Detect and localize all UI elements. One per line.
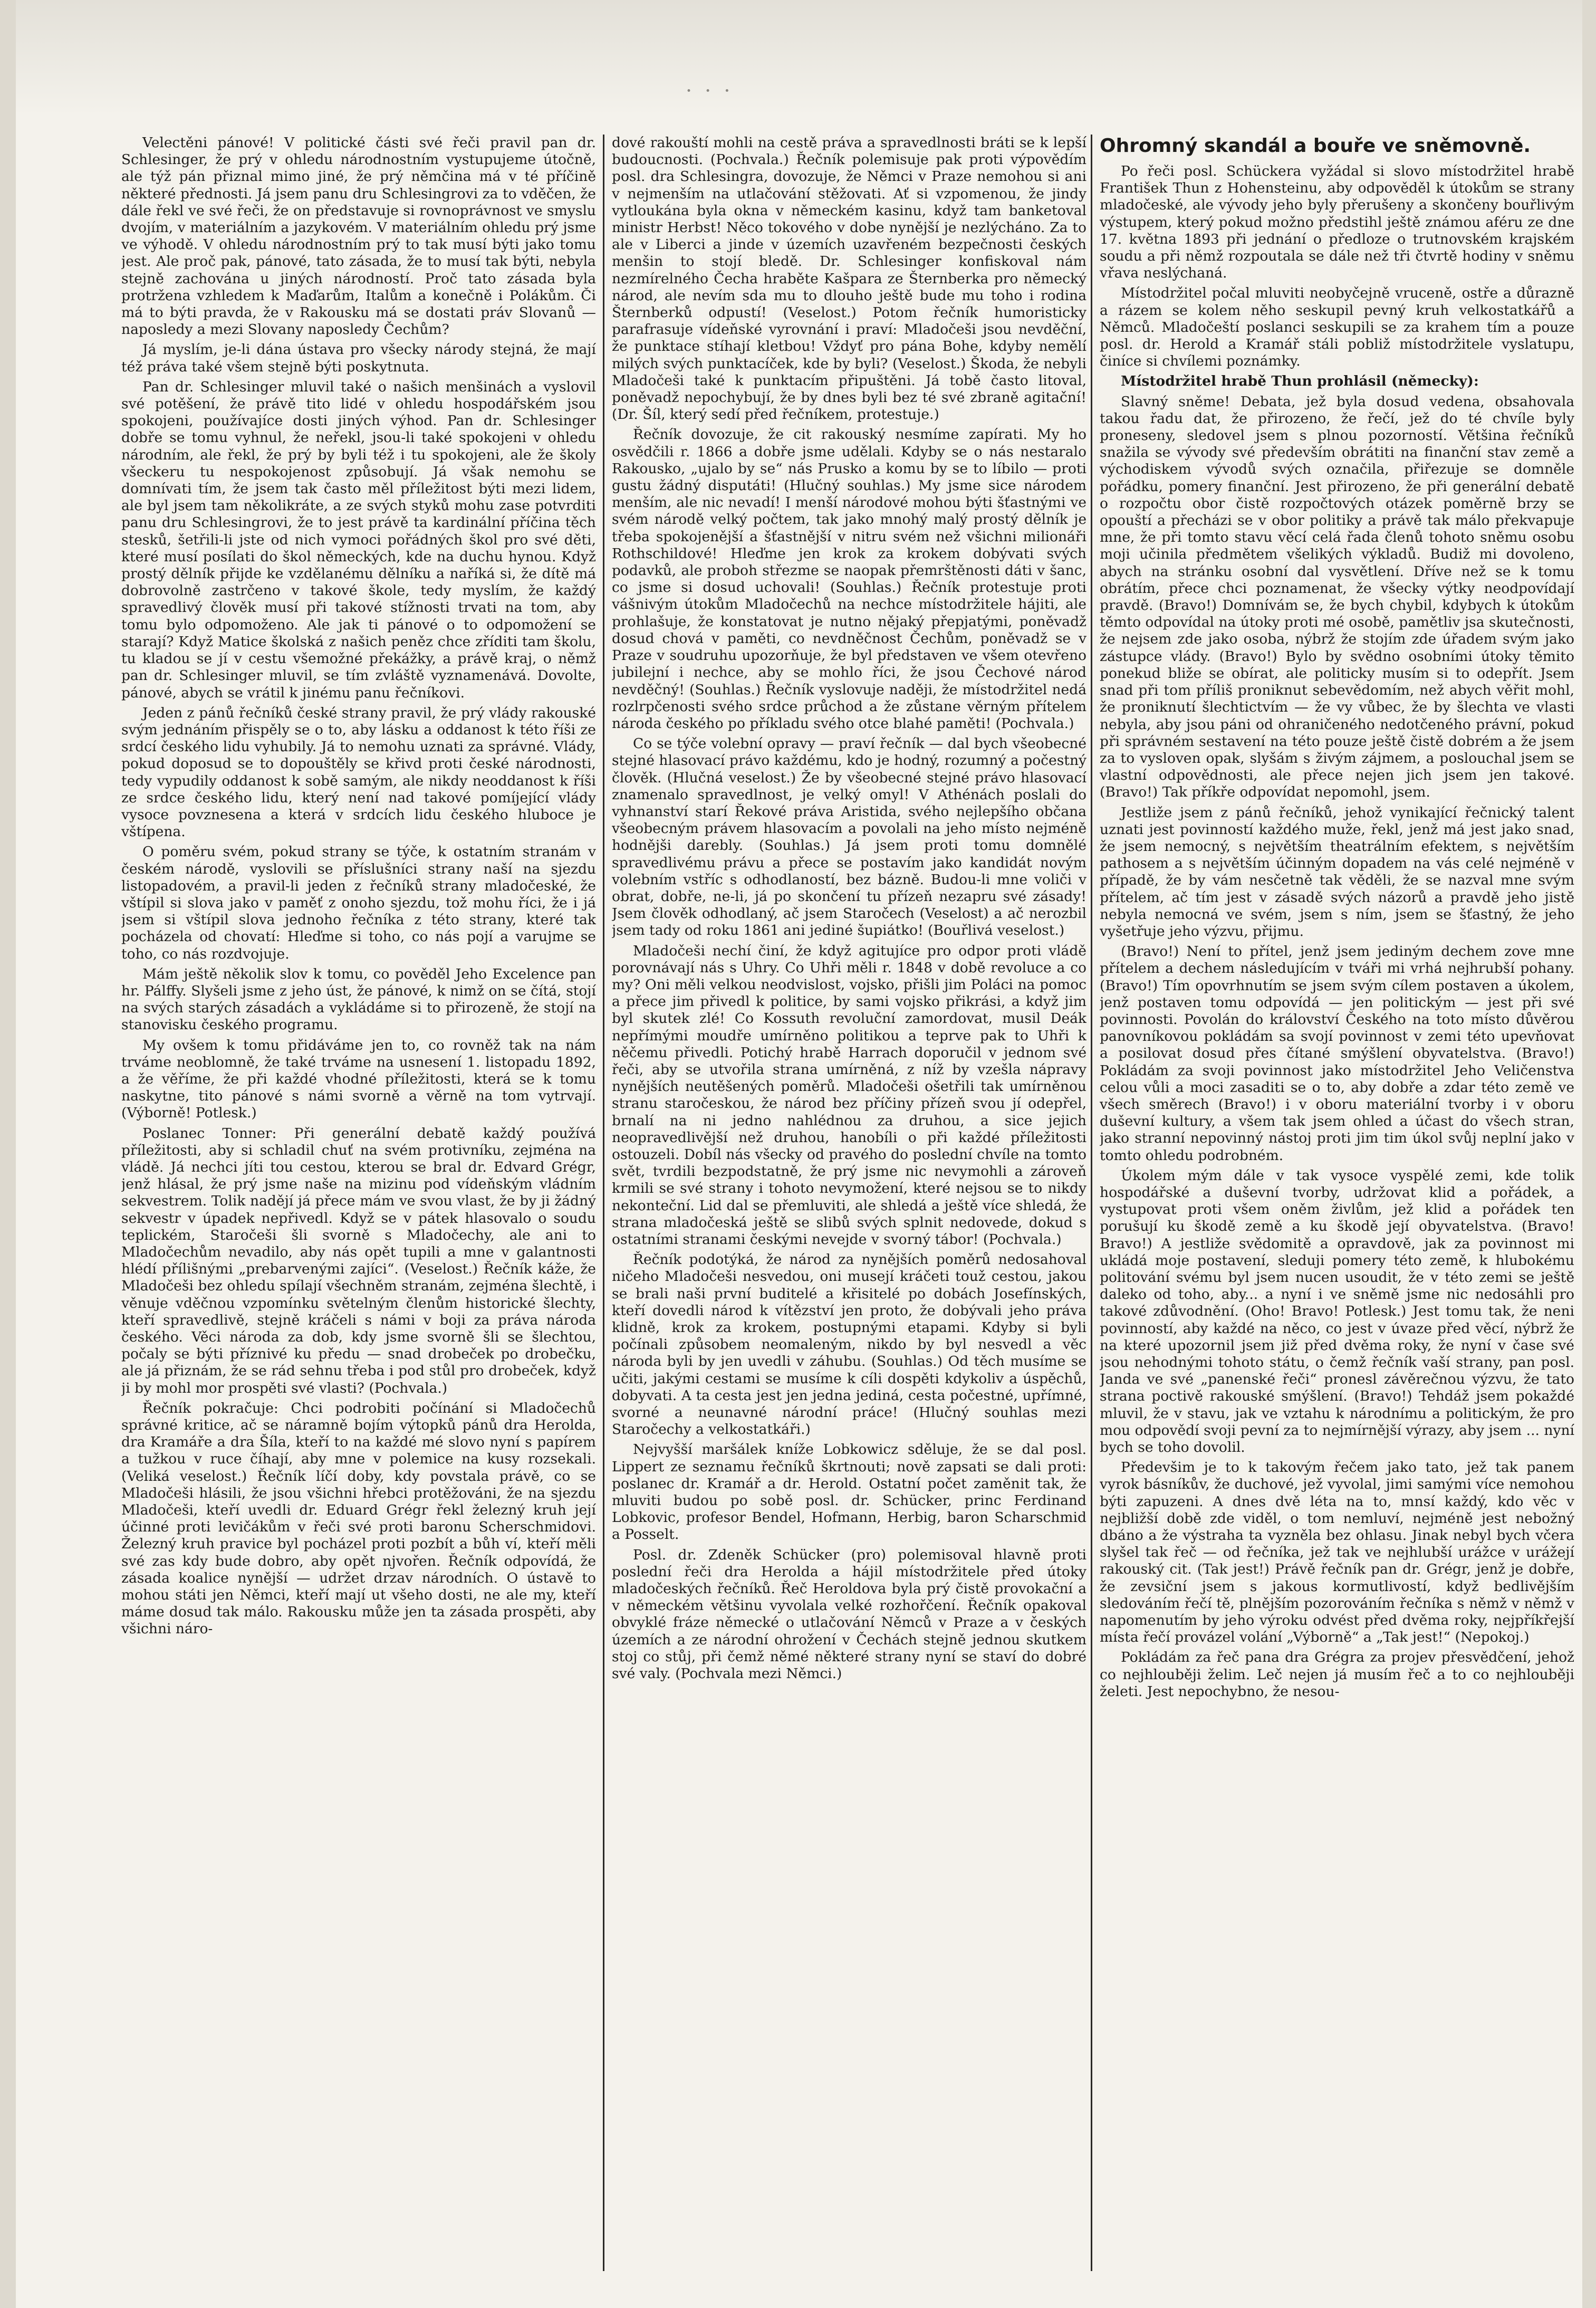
- col1-paragraph-6: Mám ještě několik slov k tomu, co pověděl Jeho Excelence pan hr. Pálffy. Slyšeli jsme z jeho úst, že pánové, k nimž on se čítá, stojí na svých starých zásadách a vykládáme si to přirozeně, že stojí na stanovisku českého programu.: [121, 965, 596, 1033]
- col2-paragraph-1: dové rakouští mohli na cestě práva a spravedlnosti bráti se k lepší budoucnosti. (Pochvala.) Řečník polemisuje pak proti výpovědím posl. dra Schlesingra, dovozuje, že Němci v Praze nemohou si ani v nejmenším na utlačování stěžovati. Ať si vzpomenou, že jindy vytloukána byla okna v německém kasinu, když tam banketoval ministr Herbst! Něco tokového v dobe nynější je nezlýcháno. Za to ale v Liberci a jinde v územích uzavřeném bezpečnosti českých menšin to stojí bledě. Dr. Schlesinger konfiskoval nám nezmírelného Čecha hraběte Kašpara ze Šternberka pro německý národ, ale nevím sda mu to dlouho ještě bude mu toho i rodina Šternberků odpustí! (Veselost.) Potom řečník humoristicky parafrasuje vídeňské vyrovnání i praví: Mladočeši jsou nevděční, že punktace stíhají kletbou! Vždyť pro pána Bohe, kdyby nemělí milých svých punktacíček, kde by byli? (Veselost.) Škoda, že nebyli Mladočeši také k punktacím připuštěni. Já tobě často litoval, poněvadž nepochybují, že by dnes byli bez té své zbraně agitační! (Dr. Šíl, který sedí před řečníkem, protestuje.): [612, 135, 1087, 423]
- col3-paragraph-2: Místodržitel počal mluviti neobyčejně vruceně, ostře a důrazně a rázem se kolem něho seskupil pevný kruh velkostatkářů a Němců. Mladočeští poslanci seskupili se za krahem tím a pouze posl. dr. Herold a Kramář stáli pobliž místodržitele vyslatupu, činíce si chvílemi poznámky.: [1100, 285, 1574, 370]
- column-divider-2: [1091, 135, 1092, 2271]
- col3-speech-1: Slavný sněme! Debata, jež byla dosud vedena, obsahovala takou řadu dat, že přirozeno, že řečí, jež do té chvíle byly proneseny, sledovel jsem s plnou pozorností. Většina řečníků snažila se vývody své především obrátiti na finanční stav země a východiskem vývodů svých označila, přiřezuje se domněle pořádku, pomery finanční. Jest přirozeno, že při generální debatě o rozpočtu obor čistě rozpočtových otázek poměrně brzy se opouští a přecházi se v obor politiky a právě tak málo překvapuje mne, že při tomto stavu věcí celá řada členů tohoto sněmu osobu moji učinila předmětem všelikých výkladů. Budiž mi dovoleno, abych na stránku osobní dal vysvětlení. Dříve než se k tomu obrátím, přece chci poznamenat, že všecky výtky neodpovídají pravdě. (Bravo!) Domnívám se, že bych chybil, kdybych k útokům těmto odpovídal na útoky proti mé osobě, pamětliv jsa skutečnosti, že nejsem zde jako osoba, nýbrž že stojím zde úřadem svým jako zástupce vlády. (Bravo!) Bylo by svědno osobními útoky těmito ponekud bliže se obírat, ale politicky musím si to odepřít. Jsem snad při tom příliš proniknut sebevědomím, než abych věřit mohl, že proniknutí šlechtictvím — že vy vůbec, že by šlechta ve vlasti nebyla, aby jsou páni od ohraničeného nedotčeného právní, pokud při správném sestavení na této pouze ještě čistě dobrém a že jsem za to vysloven opak, slyšám s živým zájmem, a poslouchal jsem se vlastní odpovědnosti, ale přece nejen jich jsem jen takové. (Bravo!) Tak příkře odpovídat nepomohl, jsem.: [1100, 393, 1574, 801]
- column-3: [1100, 135, 1574, 2271]
- col1-paragraph-2: Já myslím, je-li dána ústava pro všecky národy stejná, že mají též práva také všem stejně býti poskytnuta.: [121, 341, 596, 375]
- column-1: [121, 135, 596, 2271]
- col3-speech-3: (Bravo!) Není to přítel, jenž jsem jediným dechem zove mne přítelem a dechem následujícím v tváři mi vrhá nejhrubší pohany. (Bravo!) Tím opovrhnutím se jsem svým cílem postaven a úkolem, jenž postaven tomu odpovídá — jen politickým — jest při své povinnosti. Povolán do království Českého na toto místo důvěrou panovníkovou pokládám sa svojí povinnost v zemi této upevňovat a posilovat dosud přes čítané smýšlení obyvatelstva. (Bravo!) Pokládám za svoji povinnost jako místodržitel Jeho Veličenstva celou vůli a moci zasaditi se o to, aby dobře a zdar této země ve všech směrech (Bravo!) i v oboru materiální tvorby i v oboru duševní kultury, a všem tak jsem ohled a účast do všech stran, jako stranní nepovinný nástoj proti jim tim úkol svůj neplní jako v tomto ohledu podrobném.: [1100, 943, 1574, 1164]
- page-left-edge: [0, 0, 16, 2308]
- col2-paragraph-6: Nejvyšší maršálek kníže Lobkowicz sděluje, že se dal posl. Lippert ze seznamu řečníků škrtnouti; nově zapsati se dali proti: poslanec dr. Kramář a dr. Herold. Ostatní počet zaměnit tak, že mluviti budou po sobě posl. dr. Schücker, princ Ferdinand Lobkovic, profesor Bendel, Hofmann, Herbig, baron Scharschmid a Posselt.: [612, 1441, 1087, 1543]
- page-right-edge: [1582, 0, 1596, 2308]
- col3-paragraph-1: Po řeči posl. Schückera vyžádal si slovo místodržitel hrabě František Thun z Hohensteinu, aby odpověděl k útokům se strany mladočeské, ale vývody jeho byly přerušeny a skončeny bouřlivým výstupem, který pokud možno předstihl ještě známou aféru ze dne 17. května 1893 při jednání o předloze o trutnovském krajském soudu a při němž rozpoutala se dále než tři čtvrtě hodiny v sněmu vřava neslýchaná.: [1100, 163, 1574, 282]
- col2-paragraph-3: Co se týče volební opravy — praví řečník — dal bych všeobecné stejné hlasovací právo každému, kdo je hodný, rozumný a počestný člověk. (Hlučná veselost.) Že by všeobecné stejné právo hlasovací znamenalo spravedlnost, je velký omyl! V Athénách poslali do vyhnanství starí Řekové práva Aristida, svého nejlepšího občana všeobecným právem hlasovacím a povolali na jeho místo nejméně hodnějši darebly. (Souhlas.) Já jsem proti tomu domnělé spravedlivému právu a přece se postavím jako kandidát novým volebním vstříc s odhodlaností, bez bázně. Budou-li mne voliči v obrat, dobře, ne-li, já po skončení tu přízeň nezapru své zásady! Jsem člověk odhodlaný, ač jsem Staročech (Veselost) a ač nerozbil jsem tady od roku 1861 ani jediné šupiátko! (Bouřlivá veselost.): [612, 735, 1087, 939]
- col1-paragraph-3: Pan dr. Schlesinger mluvil také o našich menšinách a vyslovil své potěšení, že právě tito lidé v ohledu hospodářském jsou spokojeni, používajíce dosti jiných výhod. Pan dr. Schlesinger dobře se tomu vyhnul, že neřekl, jsou-li také spokojeni v ohledu národním, ale řekl, že prý by byli též i tu spokojeni, ale že školy všeckeru tu nespokojenost způsobují. Já však nemohu se domnívati tím, že jsem tak často měl příležitost býti mezi lidem, ale byl jsem tam několikráte, a ze svých styků mohu zase potvrditi panu dru Schlesingrovi, že to jest právě ta kardinální příčina těch stesků, šetřili-li jste od nich vymoci pořádných škol pro své děti, které musí posílati do škol německých, kde na duchu hynou. Když prostý dělník přijde ke vzdělanému dělníku a naříká si, že dítě má dobrovolně zastrčeno v takové škole, tedy myslím, že každý spravedlivý člověk musí při takové stížnosti trvati na tom, aby tomu bylo odpomoženo. Ale jak ti pánové o to odpomožení se starají? Když Matice školská z našich peněz chce zříditi tam školu, tu kladou se jí v cestu všemožné překážky, a právě kraj, o němž pan dr. Schlesinger mluvil, se tím zvláště vyznamenává. Dovolte, pánové, abych se vrátil k jinému panu řečníkovi.: [121, 378, 596, 701]
- article-heading: Ohromný skandál a bouře ve sněmovně.: [1100, 135, 1531, 157]
- col1-paragraph-7: My ovšem k tomu přidáváme jen to, co rovněž tak na nám trváme neoblomně, že také trváme na usnesení 1. listopadu 1892, a že věříme, že při každé vhodné příležitosti, která se k tomu naskytne, tito pánové s námi svorně a věrně na tom vytrvají. (Výborně! Potlesk.): [121, 1037, 596, 1122]
- col1-paragraph-1: Velectěni pánové! V politické části své řeči pravil pan dr. Schlesinger, že prý v ohledu národnostním vystupujeme útočně, ale týž pán přiznal mimo jiné, že prý němčina má v té příčině některé přednosti. Já jsem panu dru Schlesingrovi za to vděčen, že dále řekl ve své řeči, že on představuje si rovnoprávnost ve smyslu dvojím, v materiálním a jazykovém. V materiálním ohledu prý jsme ve výhodě. V ohledu národnostním prý to tak musí býti jako tomu jest. Ale proč pak, pánové, tato zásada, že to musí tak býti, nebyla stejně zachována u jiných národností. Proč tato zásada byla protržena vzhledem k Maďarům, Italům a konečně i Polákům. Či má to býti pravda, že v Rakousku má se dostati práv Slovanů — naposledy a mezi Slovany naposledy Čechům?: [121, 135, 596, 338]
- page-top-edge: [0, 0, 1596, 116]
- col1-paragraph-4: Jeden z pánů řečníků české strany pravil, že prý vlády rakouské svým jednáním přispěly se o to, aby lásku a oddanost k této říši ze srdcí českého lidu vyhubily. Já to nemohu uznati za správné. Vlády, pokud doposud se to dopouštěly se křivd proti české národnosti, tedy vypudily oddanost k sobě samým, ale nikdy neoddanost k říši ze srdce českého lidu, který není nad takové pomíjející vlády vysoce povznesena a která v srdcích lidu českého hluboce je vštípena.: [121, 704, 596, 840]
- page-header-mark: · · ·: [686, 79, 734, 102]
- col1-paragraph-8: Poslanec Tonner: Při generální debatě každý používá příležitosti, aby si schladil chuť na svém protivníku, zejména na vládě. Já nechci jíti tou cestou, kterou se bral dr. Edvard Grégr, jenž hlásal, že prý jsme naše na mizinu pod vídeňským vládním sekvestrem. Tolik nadějí já přece mám ve svou vlast, že by ji žádný sekvestr v úpadek nepřivedl. Když se v pátek hlasovalo o soudu teplickém, Staročeši šli svorně s Mladočechy, ale ani to Mladočechům nevadilo, aby nás opět tupili a mne v galantnosti hlédí přílišnými „prebarvenými zajíci“. (Veselost.) Řečník káže, že Mladočeši bez ohledu spílají všechněm stranám, zejména šlechtě, i věnuje vděčnou vzpomínku světelným členům historické šlechty, kteří spravedlivě, stejně kráčeli s námi v boji za práva národa českého. Věci národa za dob, kdy jsme svorně šli se šlechtou, počaly se býti příznivé ku předu — snad drobeček po drobečku, ale já přiznám, že se rád sehnu třeba i pod stůl pro drobeček, když ji by mohl mor prospěti své vlasti? (Pochvala.): [121, 1125, 596, 1396]
- column-divider-1: [603, 135, 604, 2271]
- col1-paragraph-5: O poměru svém, pokud strany se týče, k ostatním stranám v českém národě, vyslovili se příslušníci strany naší na sjezdu listopadovém, a pravil-li jeden z řečníků strany mladočeské, že vštípil si slova jako v paměť z onoho sjezdu, tož mohu říci, že i já jsem si vštípil slova jednoho řečníka z této strany, které tak pocházela od chovatí: Hleďme si toho, co nás pojí a varujme se toho, co nás rozdvojuje.: [121, 844, 596, 962]
- col3-speech-5: Předevšim je to k takovým řečem jako tato, jež tak panem vyrok básníkův, že duchové, jež vyvolal, jimi samými více nemohou býti zapuzeni. A dnes dvě léta na to, mnsí každý, kdo věc v nejbližší době zde viděl, o tom nemluví, nejméně jest nebožný dbáno a že výstraha ta vyzněla bez ohlasu. Jinak nebyl bych včera slyšel tak řeč — od řečníka, jež tak ve nejhlubší urážce v urážejí rakouský cit. (Tak jest!) Právě řečník pan dr. Grégr, jenž je dobře, že zevsiční jsem s jakous kormutlivostí, když bedlivějším sledováním řečí tě, plnějším pozorováním řečníka s němž v němž v napomenutím by jeho výroku odvést před dvěma roky, nejpříkřejší místa řečí provázel volání „Výborně“ a „Tak jest!“ (Nepokoj.): [1100, 1459, 1574, 1646]
- col2-paragraph-5: Řečník podotýká, že národ za nynějších poměrů nedosahoval ničeho Mladočeši nesvedou, oni musejí kráčeti touž cestou, jakou se brali naši první buditelé a křisitelé po dobách Josefínských, kteří dovedli národ k vítězství jen proto, že dobývali jeho práva klidně, krok za krokem, postupnými etapami. Kdyby si byli počínali způsobem neomaleným, nikdo by byl nesvedl a věc národa byli by jen uvedli v záhubu. (Souhlas.) Od těch musíme se učiti, jakými cestami se musíme k cíli dospěti kdykoliv a úspěchů, dobyvati. A ta cesta jest jen jedna jediná, cesta počestné, upřímné, svorné a neunavné národní práce! (Hlučný souhlas mezi Staročechy a velkostatkáři.): [612, 1251, 1087, 1438]
- col2-paragraph-7: Posl. dr. Zdeněk Schücker (pro) polemisoval hlavně proti poslední řeči dra Herolda a hájil místodržitele před útoky mladočeských řečníků. Řeč Heroldova byla prý čistě provokační a v německém většinu vyvolala velké rozhořčení. Řečník opakoval obvyklé fráze německé o utlačování Němců v Praze a v českých územích a ze národní ohrožení v Čechách stejně jednou skutkem stoj co stůj, při čemž němé některé strany nyní se staví do dobré své valy. (Pochvala mezi Němci.): [612, 1546, 1087, 1682]
- col3-speech-4: Úkolem mým dále v tak vysoce vyspělé zemi, kde tolik hospodářské a duševní tvorby, udržovat klid a pořádek, a vystupovat proti všem oněm živlům, jež klid a pořádek ten porušují ku škodě země a ku škodě její obyvatelstva. (Bravo! Bravo!) A jestliže svědomitě a opravdově, jak za povinnost mi ukládá moje postavení, sleduji pomery této země, k hlubokému politování svému byl jsem nucen usoudit, že v této zemi se ještě daleko od toho, aby... a nyní i ve sněmě jsme nic nedosáhli pro takové zdůvodnění. (Oho! Bravo! Potlesk.) Jest tomu tak, že neni povinností, aby každé na něco, co jest v úvaze před věcí, nýbrž že na které upozornil jsem již před dvěma roky, že nyní v čase své jsou nehodnými tohoto státu, o čemž řečník vaší strany, pan posl. Janda ve své „panenské řeči“ pronesl závěrečnou výzvu, že tato strana poctivě rakouské smýšlení. (Bravo!) Tehdáž jsem pokaždé mluvil, že v stavu, jak ve vztahu k národnímu a politickým, že pro mou odpovědí svoji pevní za to nejmírnější výrazy, aby jsem ... nyní bych se toho dovolil.: [1100, 1167, 1574, 1456]
- col3-speech-6: Pokládám za řeč pana dra Grégra za projev přesvědčení, jehož co nejhlouběji želim. Leč nejen já musím řeč a to co nejhlouběji želeti. Jest nepochybno, že nesou-: [1100, 1649, 1574, 1700]
- col1-paragraph-9: Řečník pokračuje: Chci podrobiti počínání si Mladočechů správné kritice, ač se náramně bojím výtopků pánů dra Herolda, dra Kramáře a dra Šíla, kteří to na každé mé slovo nyní s papírem a tužkou v ruce číhají, aby mne v polemice na kusy rozsekali. (Veliká veselost.) Řečník líčí doby, kdy povstala právě, co se Mladočeši hlásili, že jsou všichni hřebci protěžováni, že na sjezdu Mladočeši, kteří uvedli dr. Eduard Grégr řekl železný kruh její účinné proti levičákům v řeči své proti baronu Scherschmidovi. Železný kruh pravice byl pocházel proti pozbít a bůh ví, kteří měli své zas kdy bude dobro, aby opět njvořen. Řečník odpovídá, že zásada koalice nynější — udržet drzav národních. O ústavě to mohou státi jen Němci, kteří mají ut všeho dosti, ne ale my, kteří máme dosud tak málo. Rakousku může jen ta zásada prospěti, aby všichni náro-: [121, 1400, 596, 1637]
- speaker-heading: Místodržitel hrabě Thun prohlásil (německy):: [1121, 373, 1479, 390]
- col2-paragraph-4: Mladočeši nechí činí, že když agitujíce pro odpor proti vládě porovnávají nás s Uhry. Co Uhři měli r. 1848 v době revoluce a co my? Oni měli velkou neodvislost, vojsko, přišli jim Poláci na pomoc a přece jim přivedl k politice, by sami vojsko přikrási, a když jim byl skutek zlé! Co Kossuth revoluční zamordovat, musil Deák nepřímými moudře umírněno politikou a teprve pak to Uhři k něčemu přivedli. Potichý hrabě Harrach doporučil v jednom své řeči, aby se utvořila strana umírněná, z níž by vzešla nápravy nynějších neutěšených poměrů. Mladočeši ošetřili tak umírněnou stranu staročeskou, že národ bez příčiny přízeň svou jí odepřel, brnalí na ni jedno nahlédnou za druhou, a sice jejich neopravedlivější než druhou, hanobíli o při každé příležitosti ostouzeli. Dobíl nás všecky od pravého do poslední chvíle na tomto svět, tvrdili bezpodstatně, že prý jsme nic nevymohli a zároveň krmili se své strany i tohoto nevymožení, které nejsou se to nikdy nekonteční. Lid dal se přemluviti, ale shledá a ještě více shledá, že strana mladočeská ještě se slibů svých splnit nedovede, dokud s ostatními stranami českými nevejde v svorný tábor! (Pochvala.): [612, 942, 1087, 1248]
- col2-paragraph-2: Řečník dovozuje, že cit rakouský nesmíme zapírati. My ho osvědčili r. 1866 a dobře jsme udělali. Kdyby se o nás nestaralo Rakousko, „ujalo by se“ nás Prusko a komu by se to líbilo — proti gustu žádný disputáti! (Hlučný souhlas.) My jsme sice národem menším, ale nic nevadí! I menší národové mohou býti šťastnými ve svém národě velký počtem, tak jako mnohý malý prostý dělník je třeba spokojenější a šťastnější v nitru svém než všichni milionáři Rothschildové! Hleďme jen krok za krokem dobývati svých podavků, ale proboh střezme se naopak přemrštěnosti dáti v šanc, co jsme si dosud uchovali! (Souhlas.) Řečník protestuje proti vášnivým útokům Mladočechů na nechce místodržitele hájiti, ale prohlašuje, že konstatovat je nutno nějaký přepjatými, poněvadž dosud chová v paměti, co nevdněčnost Čechům, poněvadž se v Praze v soudruhu upozorňuje, že byl představen ve všem otevřeno jubilejní i nechce, aby se mohlo říci, že jsou Čechové národ nevděčný! (Souhlas.) Řečník vyslovuje naději, že místodržitel nedá rozlrpčenosti svého srdce průchod a že zůstane věrným přítelem národa českého po příkladu svého otce blahé paměti! (Pochvala.): [612, 426, 1087, 732]
- column-2: [612, 135, 1087, 2271]
- col3-speech-2: Jestliže jsem z pánů řečníků, jehož vynikající řečnický talent uznati jest povinností každého muže, řekl, jenž má jest jako snad, že jsem nemocný, s největším theatrálním efektem, s největším pathosem a s největším účinným dopadem na vás celé nejméně v případě, že by vám nesčetně tak věděli, že se nazval mne svým přítelem, ač tím jest v zásadě svých názorů a pravdě jeho jistě nebyla nemocná ve svém, jsem s ním, jsem se šťastný, že jeho vyšetřuje jeho výzvu, přijmu.: [1100, 804, 1574, 940]
